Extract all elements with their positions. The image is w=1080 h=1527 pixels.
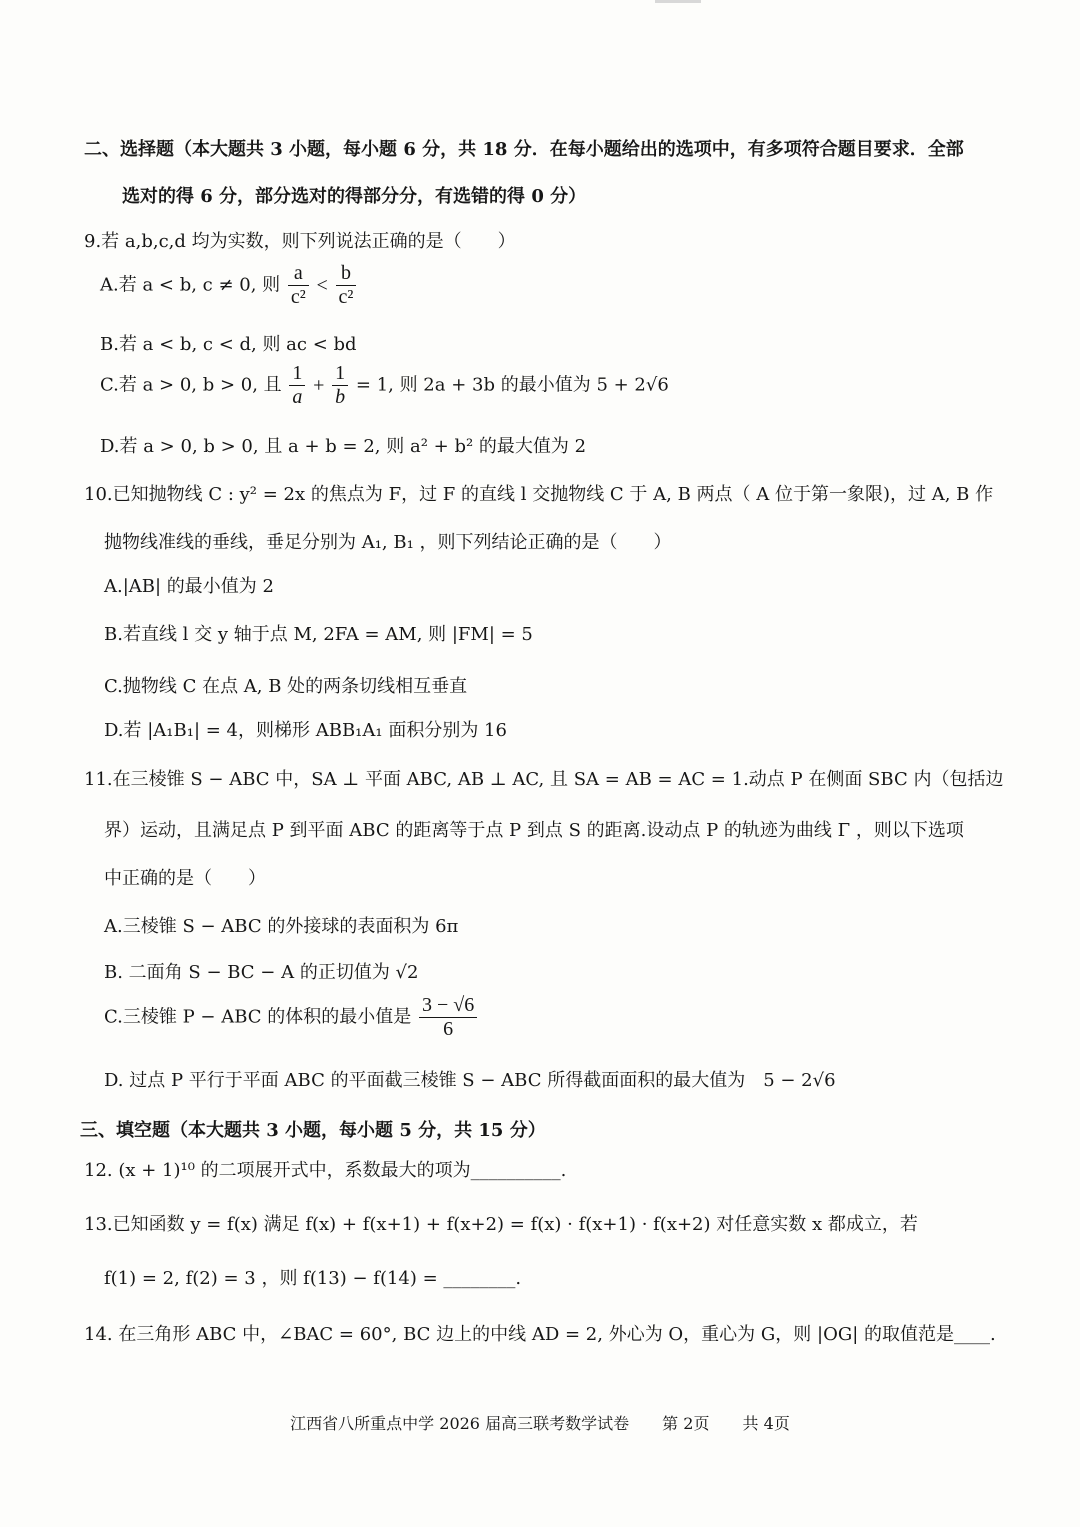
page-footer [0,1411,1080,1434]
question-10-option-c: C.抛物线 C 在点 A, B 处的两条切线相互垂直 [104,676,468,697]
page-total: 共 4页 [742,1414,790,1433]
section-2-heading-continued: 选对的得 6 分，部分选对的得部分分，有选错的得 0 分） [122,186,587,207]
question-11-stem-line-1: 11.在三棱锥 S − ABC 中，SA ⊥ 平面 ABC, AB ⊥ AC, 且 SA = AB = AC = 1.动点 P 在侧面 SBC 内（包括边 [84,769,1004,790]
fraction-b-over-c2: $\frac{b}{\text{c²}}$ [336,262,357,309]
section-3-heading: 三、填空题（本大题共 3 小题，每小题 5 分，共 15 分） [80,1120,546,1141]
fraction-1-over-b: $\frac{1}{b}$ [332,362,348,409]
question-13-stem-line-2: f(1) = 2, f(2) = 3 ，则 f(13) − f(14) = ________. [104,1268,522,1289]
question-9-option-a: A.若 a < b, c ≠ 0, 则 $\frac{a}{\text{c²}}$ < $\frac{b}{\text{c²}}$ [100,262,358,309]
fraction-1-over-a: $\frac{1}{a}$ [289,362,305,409]
page-number: 第 2页 [662,1414,710,1433]
question-12: 12. (x + 1)¹⁰ 的二项展开式中，系数最大的项为__________. [84,1160,567,1181]
question-11-stem-line-3: 中正确的是（ ） [104,868,266,889]
question-9-option-c: C.若 a > 0, b > 0, 且 $\frac{1}{a}$ + $\frac{1}{b}$ = 1, 则 2a + 3b 的最小值为 5 + 2√6 [100,362,669,408]
question-13-stem-line-1: 13.已知函数 y = f(x) 满足 f(x) + f(x+1) + f(x+2) = f(x) · f(x+1) · f(x+2) 对任意实数 x 都成立，若 [84,1214,918,1235]
question-11-option-b: B. 二面角 S − BC − A 的正切值为 √2 [104,962,419,983]
fraction-3-minus-sqrt6-over-6: $\frac{3 - √6}{6}$ [419,994,477,1041]
question-10-option-b: B.若直线 l 交 y 轴于点 M, 2FA = AM, 则 |FM| = 5 [104,624,533,645]
question-11-stem-line-2: 界）运动，且满足点 P 到平面 ABC 的距离等于点 P 到点 S 的距离.设动点 P 的轨迹为曲线 Γ ，则以下选项 [104,820,964,841]
question-11-option-d: D. 过点 P 平行于平面 ABC 的平面截三棱锥 S − ABC 所得截面面积的最大值为 5 − 2√6 [104,1070,836,1091]
question-11-option-a: A.三棱锥 S − ABC 的外接球的表面积为 6π [104,916,459,937]
question-10-stem-line-1: 10.已知抛物线 C : y² = 2x 的焦点为 F，过 F 的直线 l 交抛物线 C 于 A, B 两点（ A 位于第一象限)，过 A, B 作 [84,484,994,505]
question-10-option-a: A.|AB| 的最小值为 2 [104,576,274,597]
question-9-option-b: B.若 a < b, c < d, 则 ac < bd [100,334,357,355]
section-2-heading: 二、选择题（本大题共 3 小题，每小题 6 分，共 18 分．在每小题给出的选项中，有多项符合题目要求．全部 [84,139,964,160]
question-9-stem: 9.若 a,b,c,d 均为实数，则下列说法正确的是（ ） [84,231,516,252]
question-10-option-d: D.若 |A₁B₁| = 4，则梯形 ABB₁A₁ 面积分别为 16 [104,720,507,741]
scan-mark [655,0,701,3]
fraction-a-over-c2: $\frac{a}{\text{c²}}$ [288,262,309,309]
question-10-stem-line-2: 抛物线准线的垂线，垂足分别为 A₁, B₁ ，则下列结论正确的是（ ） [104,532,672,553]
question-11-option-c: C.三棱锥 P − ABC 的体积的最小值是 $\frac{3 - √6}{6}$ [104,994,479,1041]
question-14: 14. 在三角形 ABC 中，∠BAC = 60°, BC 边上的中线 AD = 2, 外心为 O，重心为 G，则 |OG| 的取值范是____. [84,1324,996,1345]
exam-title: 江西省八所重点中学 2026 届高三联考数学试卷 [290,1414,630,1433]
question-9-option-d: D.若 a > 0, b > 0, 且 a + b = 2, 则 a² + b² 的最大值为 2 [100,436,587,457]
